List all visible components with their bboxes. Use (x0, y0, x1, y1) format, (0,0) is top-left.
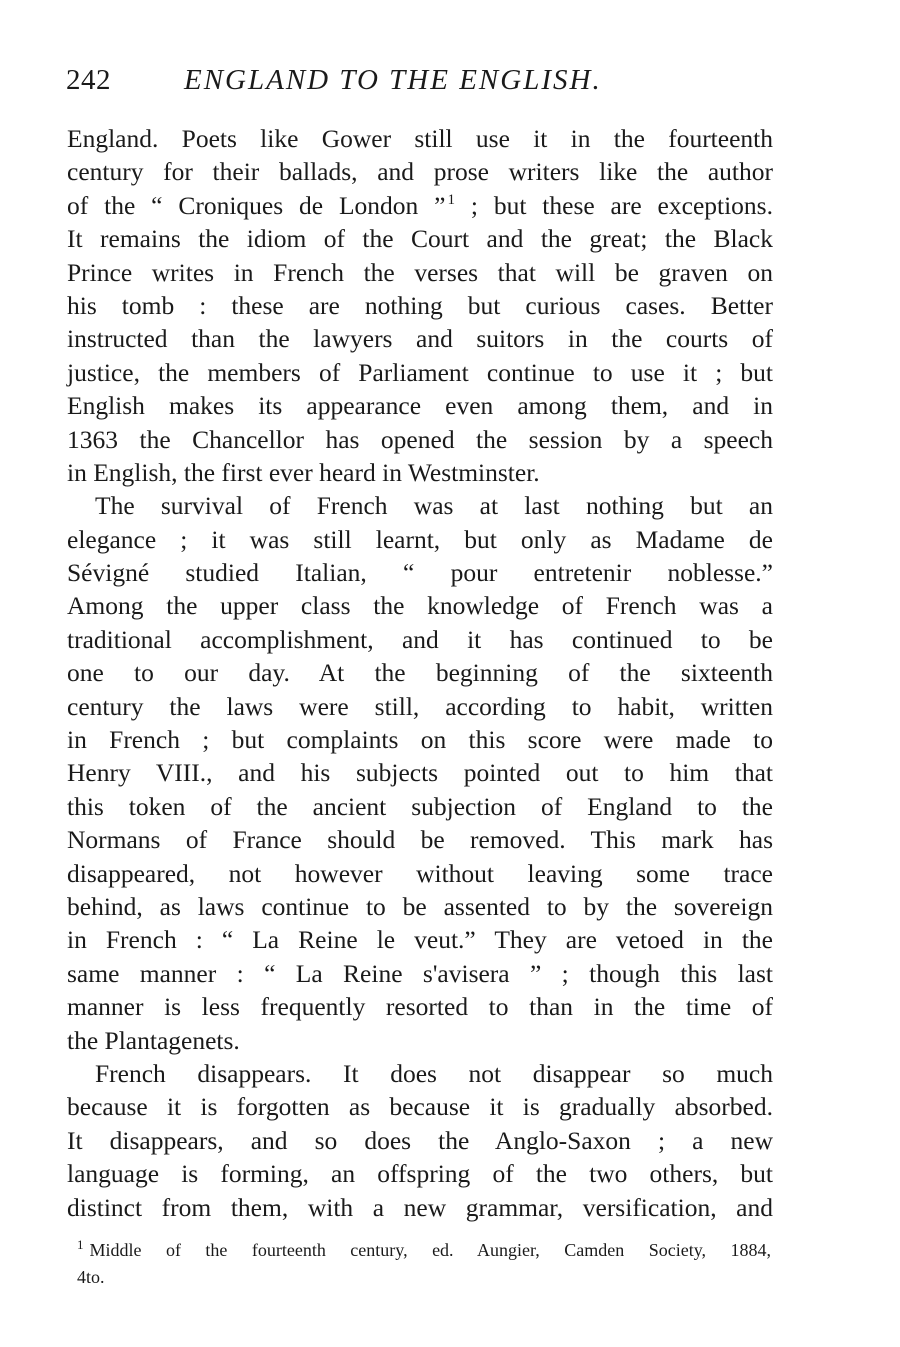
text-line: distinct from them, with a new grammar, versification, and (67, 1192, 773, 1222)
text-line: the Plantagenets. (67, 1025, 240, 1055)
footnote-line (77, 1237, 771, 1264)
text-line: because it is forgotten as because it is gradually absorbed. (67, 1092, 773, 1122)
text-line: Normans of France should be removed. This mark has (67, 825, 773, 855)
footnote-text: Middle of the fourteenth century, ed. Aungier, Camden Society, 1884, (89, 1240, 771, 1260)
body-text (67, 122, 773, 1224)
text-line: It remains the idiom of the Court and the great; the Black (67, 224, 773, 254)
text-segment: of the “ Croniques de London ” (67, 190, 446, 220)
text-line: in French ; but complaints on this score were made to (67, 725, 773, 755)
text-line: Sévigné studied Italian, “ pour entretenir noblesse.” (67, 558, 773, 588)
text-line: elegance ; it was still learnt, but only as Madame de (67, 524, 773, 554)
page-number: 242 (66, 64, 111, 96)
text-line: traditional accomplishment, and it has continued to be (67, 624, 773, 654)
text-line: in English, the first ever heard in Westminster. (67, 457, 540, 487)
text-line: one to our day. At the beginning of the sixteenth (67, 658, 773, 688)
book-page (67, 62, 773, 1224)
text-line: It disappears, and so does the Anglo-Saxon ; a new (67, 1125, 773, 1155)
text-line: century the laws were still, according to habit, written (67, 691, 773, 721)
text-line: 1363 the Chancellor has opened the session by a speech (67, 424, 773, 454)
footnote-line: 4to. (77, 1267, 105, 1287)
text-segment: ; but these are exceptions. (455, 190, 773, 220)
text-line: behind, as laws continue to be assented to by the sovereign (67, 891, 773, 921)
text-line: his tomb : these are nothing but curious cases. Better (67, 290, 773, 320)
text-line: Henry VIII., and his subjects pointed out to him that (67, 758, 773, 788)
paragraph (67, 1057, 773, 1224)
text-line: this token of the ancient subjection of England to the (67, 791, 773, 821)
text-line: The survival of French was at last nothing but an (95, 491, 773, 521)
text-line: English makes its appearance even among them, and in (67, 391, 773, 421)
text-line: Among the upper class the knowledge of French was a (67, 591, 773, 621)
text-line-with-footnote-ref (67, 189, 773, 222)
text-line: disappeared, not however without leaving some trace (67, 858, 773, 888)
text-line: French disappears. It does not disappear so much (95, 1058, 773, 1088)
text-line: manner is less frequently resorted to than in the time of (67, 992, 773, 1022)
paragraph (67, 489, 773, 1057)
text-line: justice, the members of Parliament continue to use it ; but (67, 357, 773, 387)
page-header (67, 62, 773, 102)
text-line: in French : “ La Reine le veut.” They are vetoed in the (67, 925, 773, 955)
text-line: England. Poets like Gower still use it in the fourteenth (67, 124, 773, 153)
text-line: same manner : “ La Reine s'avisera ” ; though this last (67, 958, 773, 988)
footnote (77, 1237, 777, 1291)
text-line: language is forming, an offspring of the two others, but (67, 1159, 773, 1189)
text-line: century for their ballads, and prose writers like the author (67, 157, 773, 187)
footnote-mark: 1 (77, 1237, 84, 1252)
text-line: instructed than the lawyers and suitors in the courts of (67, 324, 773, 354)
footnote-reference-mark: 1 (447, 192, 455, 209)
text-line: Prince writes in French the verses that will be graven on (67, 257, 773, 287)
running-title: ENGLAND TO THE ENGLISH. (184, 64, 602, 96)
paragraph (67, 122, 773, 489)
